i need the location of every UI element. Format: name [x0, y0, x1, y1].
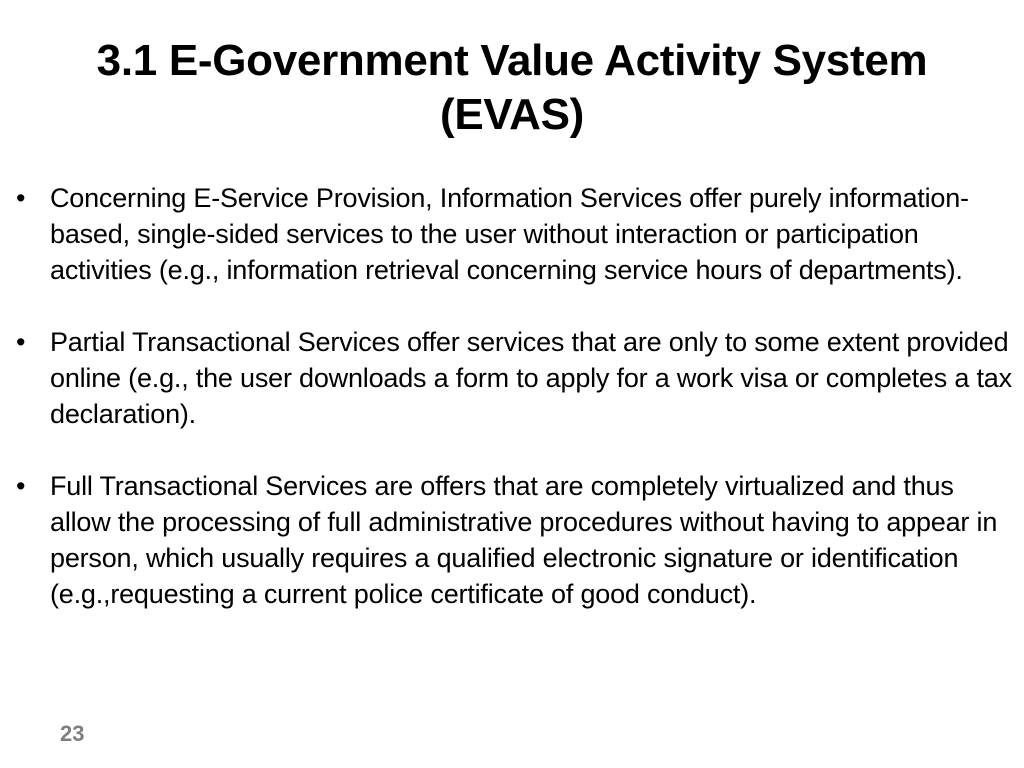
- bullet-text: Concerning E-Service Provision, Information Services offer purely information-based, single-sided services to the user without interaction or participation activities (e.g., information retrieval concerning service hours of departments).: [50, 183, 969, 285]
- bullet-marker: •: [16, 327, 26, 357]
- bullet-marker: •: [16, 183, 26, 213]
- bullet-list: [14, 180, 1014, 612]
- bullet-item-partial-transactional-services: [14, 324, 1014, 432]
- bullet-item-information-services: [14, 180, 1014, 288]
- page-number: 23: [60, 721, 85, 746]
- bullet-text: Full Transactional Services are offers that are completely virtualized and thus allow the processing of full administrative procedures without having to appear in person, which usually requires a qualified electronic signature or identification (e.g.,requesting a current police certificate of good conduct).: [50, 471, 998, 609]
- slide-title: 3.1 E-Government Value Activity System (EVAS): [96, 36, 928, 139]
- bullet-item-full-transactional-services: [14, 468, 1014, 612]
- bullet-marker: •: [16, 471, 26, 501]
- bullet-text: Partial Transactional Services offer services that are only to some extent provided online (e.g., the user downloads a form to apply for a work visa or completes a tax declaration).: [50, 327, 1012, 429]
